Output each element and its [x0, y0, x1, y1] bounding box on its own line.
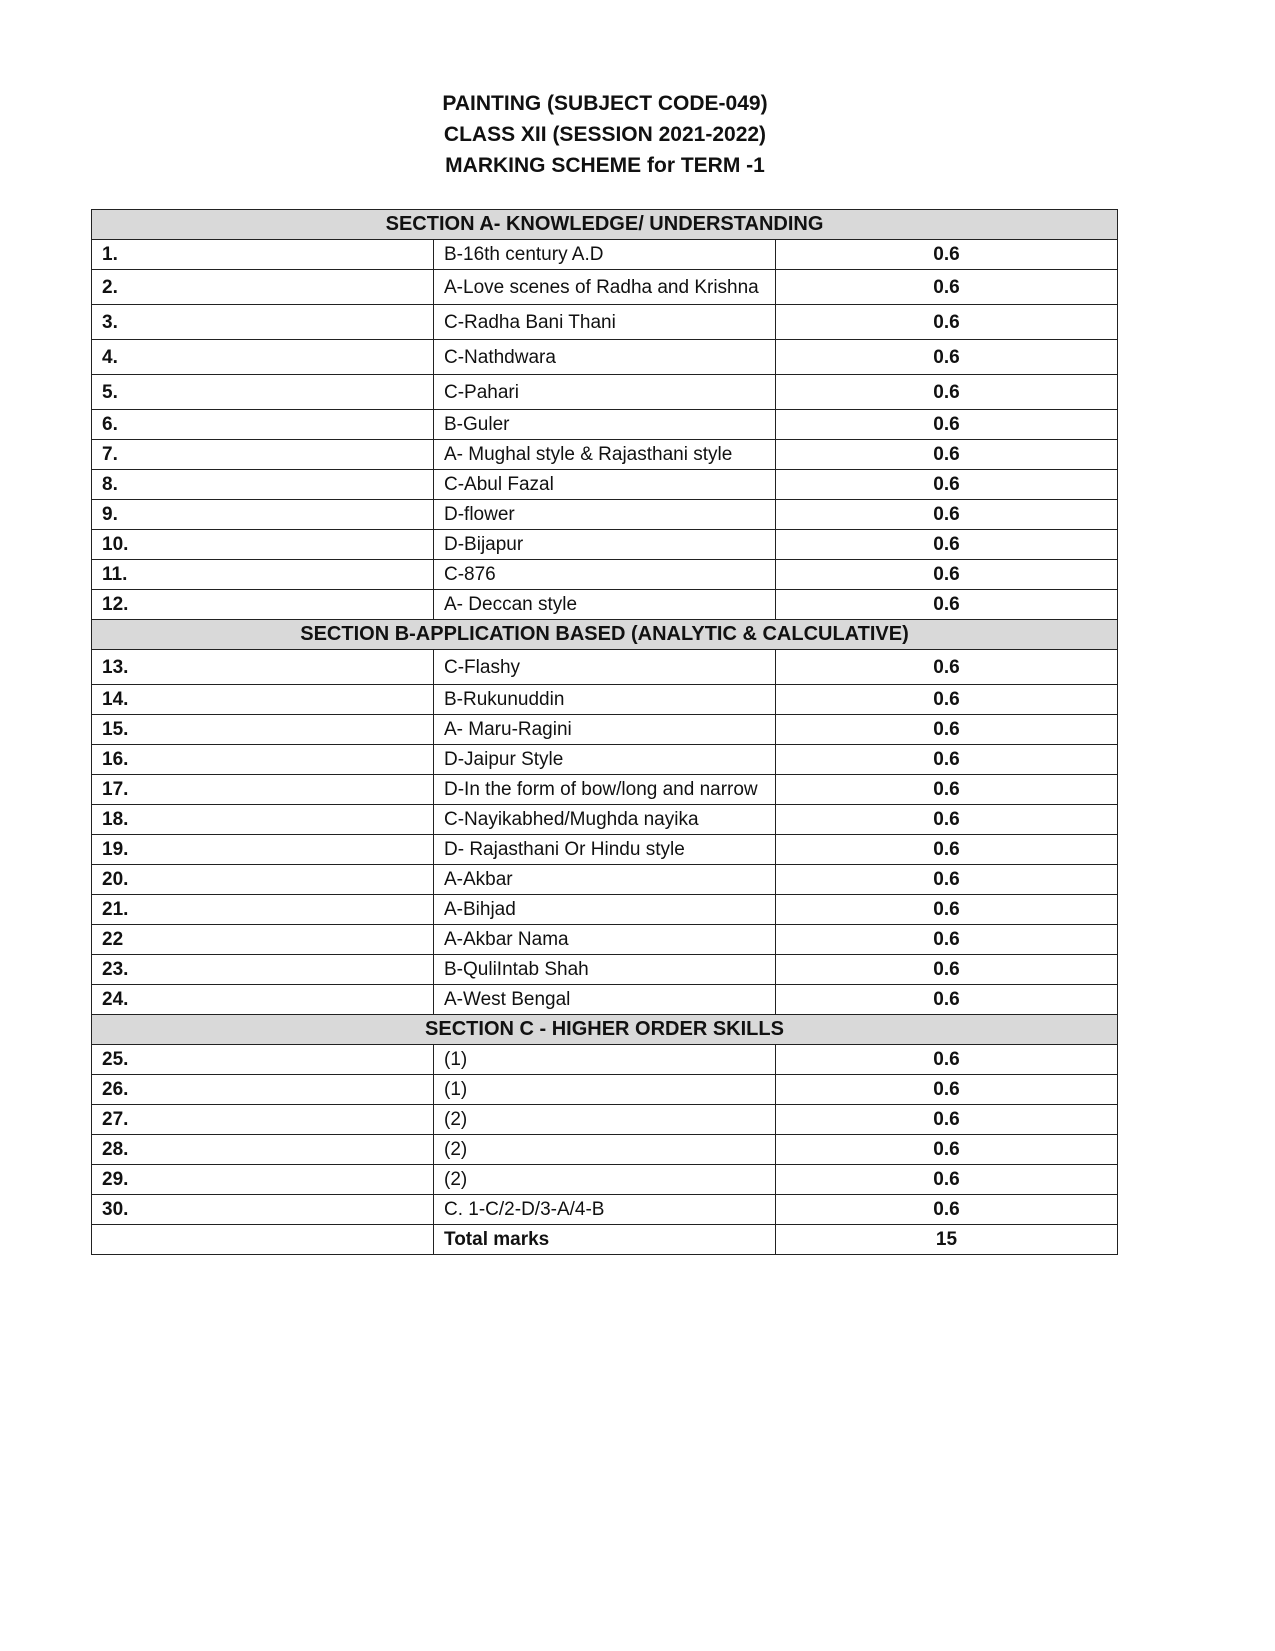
answer-text: C-Abul Fazal [434, 470, 776, 500]
question-number: 1. [92, 240, 434, 270]
mark-value: 0.6 [776, 410, 1118, 440]
mark-value: 0.6 [776, 745, 1118, 775]
answer-text: D-In the form of bow/long and narrow [434, 775, 776, 805]
answer-text: (1) [434, 1075, 776, 1105]
total-number [92, 1225, 434, 1255]
question-number: 4. [92, 340, 434, 375]
table-row [92, 375, 1118, 410]
answer-text: C-Flashy [434, 650, 776, 685]
mark-value: 0.6 [776, 1195, 1118, 1225]
subject-title: PAINTING (SUBJECT CODE-049) [442, 92, 768, 115]
table-row [92, 835, 1118, 865]
table-row [92, 1165, 1118, 1195]
table-row [92, 1195, 1118, 1225]
table-row [92, 590, 1118, 620]
section-title: SECTION A- KNOWLEDGE/ UNDERSTANDING [92, 210, 1118, 240]
question-number: 11. [92, 560, 434, 590]
total-mark: 15 [776, 1225, 1118, 1255]
table-row [92, 1075, 1118, 1105]
answer-text: D-Bijapur [434, 530, 776, 560]
answer-text: C-Nayikabhed/Mughda nayika [434, 805, 776, 835]
table-row [92, 530, 1118, 560]
mark-value: 0.6 [776, 470, 1118, 500]
scheme-title: MARKING SCHEME for TERM -1 [445, 154, 765, 177]
mark-value: 0.6 [776, 865, 1118, 895]
question-number: 19. [92, 835, 434, 865]
question-number: 27. [92, 1105, 434, 1135]
question-number: 2. [92, 270, 434, 305]
question-number: 14. [92, 685, 434, 715]
mark-value: 0.6 [776, 590, 1118, 620]
question-number: 21. [92, 895, 434, 925]
answer-text: A-Bihjad [434, 895, 776, 925]
table-row [92, 470, 1118, 500]
answer-text: D- Rajasthani Or Hindu style [434, 835, 776, 865]
question-number: 15. [92, 715, 434, 745]
mark-value: 0.6 [776, 650, 1118, 685]
answer-text: B-16th century A.D [434, 240, 776, 270]
total-row [92, 1225, 1118, 1255]
table-row [92, 1045, 1118, 1075]
question-number: 20. [92, 865, 434, 895]
table-row [92, 305, 1118, 340]
mark-value: 0.6 [776, 1075, 1118, 1105]
question-number: 3. [92, 305, 434, 340]
table-row [92, 715, 1118, 745]
table-row [92, 745, 1118, 775]
section-b-header [92, 620, 1118, 650]
question-number: 6. [92, 410, 434, 440]
table-row [92, 410, 1118, 440]
answer-text: B-Guler [434, 410, 776, 440]
question-number: 17. [92, 775, 434, 805]
section-a-header [92, 210, 1118, 240]
question-number: 25. [92, 1045, 434, 1075]
table-row [92, 955, 1118, 985]
question-number: 10. [92, 530, 434, 560]
question-number: 23. [92, 955, 434, 985]
answer-text: C-Radha Bani Thani [434, 305, 776, 340]
table-row [92, 865, 1118, 895]
answer-text: A-West Bengal [434, 985, 776, 1015]
table-row [92, 240, 1118, 270]
question-number: 5. [92, 375, 434, 410]
mark-value: 0.6 [776, 560, 1118, 590]
question-number: 26. [92, 1075, 434, 1105]
answer-text: C-Nathdwara [434, 340, 776, 375]
answer-text: (2) [434, 1105, 776, 1135]
question-number: 18. [92, 805, 434, 835]
section-title: SECTION C - HIGHER ORDER SKILLS [92, 1015, 1118, 1045]
answer-text: (1) [434, 1045, 776, 1075]
answer-text: (2) [434, 1165, 776, 1195]
question-number: 16. [92, 745, 434, 775]
answer-text: B-Rukunuddin [434, 685, 776, 715]
answer-text: C-876 [434, 560, 776, 590]
mark-value: 0.6 [776, 375, 1118, 410]
mark-value: 0.6 [776, 1045, 1118, 1075]
table-row [92, 775, 1118, 805]
section-c-header [92, 1015, 1118, 1045]
answer-text: A- Maru-Ragini [434, 715, 776, 745]
answer-text: A-Love scenes of Radha and Krishna [434, 270, 776, 305]
answer-text: B-QuliIntab Shah [434, 955, 776, 985]
document-heading [0, 88, 1210, 181]
table-row [92, 650, 1118, 685]
mark-value: 0.6 [776, 270, 1118, 305]
table-row [92, 500, 1118, 530]
table-row [92, 925, 1118, 955]
question-number: 22 [92, 925, 434, 955]
mark-value: 0.6 [776, 985, 1118, 1015]
question-number: 24. [92, 985, 434, 1015]
answer-text: C-Pahari [434, 375, 776, 410]
table-row [92, 985, 1118, 1015]
question-number: 13. [92, 650, 434, 685]
table-row [92, 560, 1118, 590]
table-row [92, 1105, 1118, 1135]
mark-value: 0.6 [776, 1105, 1118, 1135]
table-row [92, 1135, 1118, 1165]
table-row [92, 685, 1118, 715]
mark-value: 0.6 [776, 440, 1118, 470]
answer-text: A-Akbar [434, 865, 776, 895]
question-number: 9. [92, 500, 434, 530]
section-title: SECTION B-APPLICATION BASED (ANALYTIC & CALCULATIVE) [92, 620, 1118, 650]
mark-value: 0.6 [776, 925, 1118, 955]
class-session: CLASS XII (SESSION 2021-2022) [443, 123, 767, 146]
answer-text: A-Akbar Nama [434, 925, 776, 955]
question-number: 29. [92, 1165, 434, 1195]
table-row [92, 340, 1118, 375]
mark-value: 0.6 [776, 340, 1118, 375]
answer-text: A- Mughal style & Rajasthani style [434, 440, 776, 470]
answer-text: A- Deccan style [434, 590, 776, 620]
total-label: Total marks [434, 1225, 776, 1255]
mark-value: 0.6 [776, 835, 1118, 865]
mark-value: 0.6 [776, 685, 1118, 715]
table-row [92, 270, 1118, 305]
question-number: 30. [92, 1195, 434, 1225]
mark-value: 0.6 [776, 530, 1118, 560]
mark-value: 0.6 [776, 805, 1118, 835]
question-number: 8. [92, 470, 434, 500]
mark-value: 0.6 [776, 500, 1118, 530]
question-number: 12. [92, 590, 434, 620]
mark-value: 0.6 [776, 1135, 1118, 1165]
table-row [92, 440, 1118, 470]
question-number: 7. [92, 440, 434, 470]
answer-text: D-flower [434, 500, 776, 530]
answer-text: (2) [434, 1135, 776, 1165]
mark-value: 0.6 [776, 895, 1118, 925]
mark-value: 0.6 [776, 775, 1118, 805]
mark-value: 0.6 [776, 1165, 1118, 1195]
mark-value: 0.6 [776, 955, 1118, 985]
answer-text: C. 1-C/2-D/3-A/4-B [434, 1195, 776, 1225]
mark-value: 0.6 [776, 240, 1118, 270]
mark-value: 0.6 [776, 715, 1118, 745]
question-number: 28. [92, 1135, 434, 1165]
table-row [92, 895, 1118, 925]
mark-value: 0.6 [776, 305, 1118, 340]
marking-scheme-table [91, 209, 1118, 1255]
table-row [92, 805, 1118, 835]
answer-text: D-Jaipur Style [434, 745, 776, 775]
